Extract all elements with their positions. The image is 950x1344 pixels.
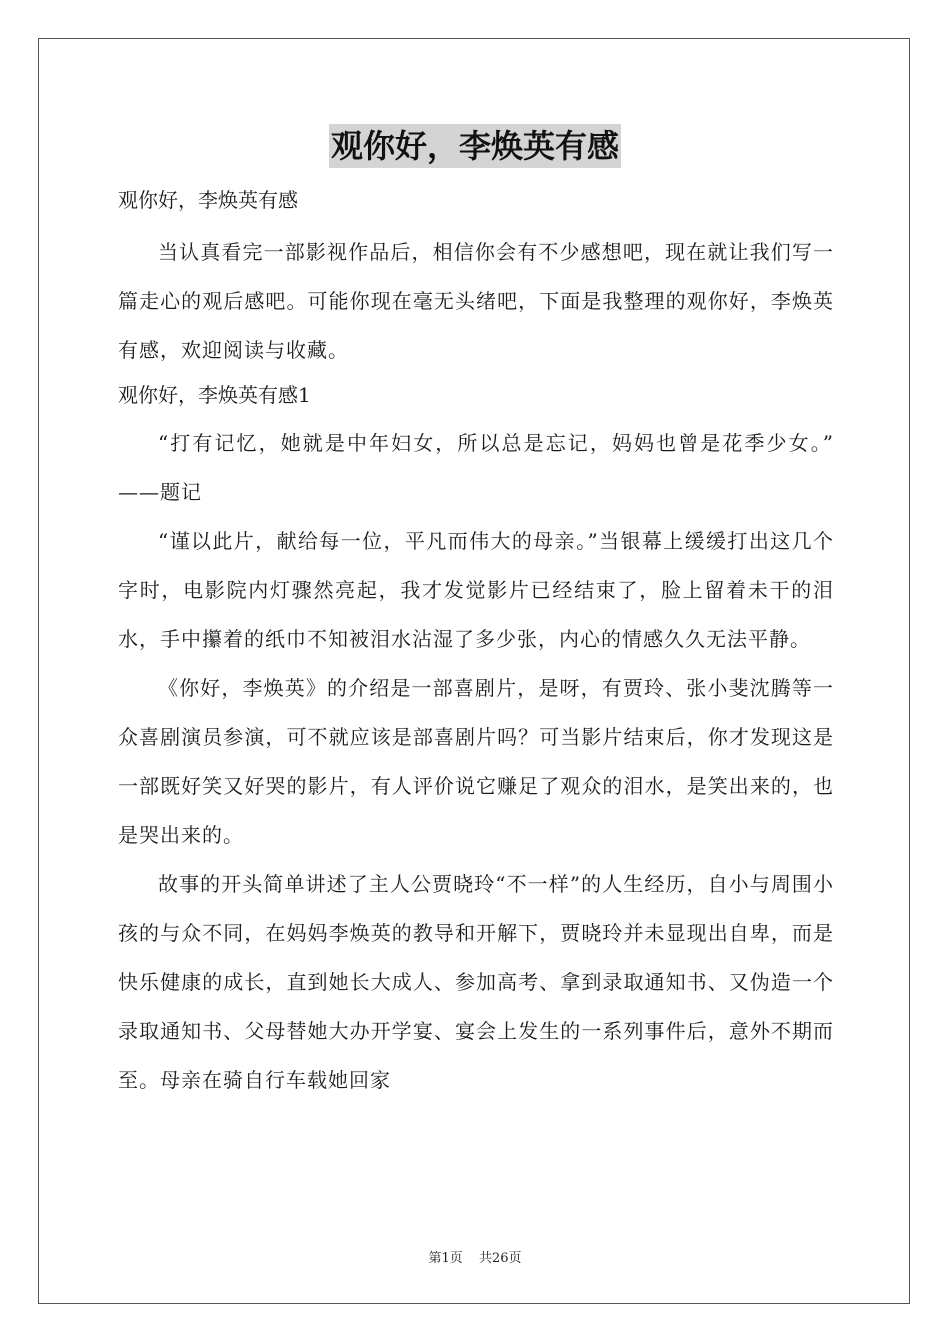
body-paragraph: “谨以此片，献给每一位，平凡而伟大的母亲。”当银幕上缓缓打出这几个字时，电影院内灯骤然亮起，我才发觉影片已经结束了，脸上留着未干的泪水，手中攥着的纸巾不知被泪水沾湿了多少张，内心的情感久久无法平静。 (118, 529, 834, 651)
total-pages: 共26页 (478, 1251, 522, 1266)
document-title: 观你好，李焕英有感 (329, 124, 621, 168)
body-paragraph: “打有记忆，她就是中年妇女，所以总是忘记，妈妈也曾是花季少女。” ——题记 (118, 431, 834, 504)
title-area (0, 124, 950, 168)
body-paragraph: 《你好，李焕英》的介绍是一部喜剧片，是呀，有贾玲、张小斐沈腾等一众喜剧演员参演，可不就应该是部喜剧片吗？可当影片结束后，你才发现这是一部既好笑又好哭的影片，有人评价说它赚足了观众的泪水，是笑出来的，也是哭出来的。 (118, 676, 834, 847)
subtitle-line: 观你好，李焕英有感 (118, 188, 298, 212)
page-number: 第1页 (428, 1251, 463, 1266)
section-heading: 观你好，李焕英有感1 (118, 383, 311, 407)
intro-paragraph: 当认真看完一部影视作品后，相信你会有不少感想吧，现在就让我们写一篇走心的观后感吧。可能你现在毫无头绪吧，下面是我整理的观你好，李焕英有感，欢迎阅读与收藏。 (118, 240, 834, 362)
body-paragraph: 故事的开头简单讲述了主人公贾晓玲“不一样”的人生经历，自小与周围小孩的与众不同，在妈妈李焕英的教导和开解下，贾晓玲并未显现出自卑，而是快乐健康的成长，直到她长大成人、参加高考、拿到录取通知书、又伪造一个录取通知书、父母替她大办开学宴、宴会上发生的一系列事件后，意外不期而至。母亲在骑自行车载她回家 (118, 872, 834, 1092)
page-footer (0, 1247, 950, 1266)
document-body (118, 182, 834, 1105)
